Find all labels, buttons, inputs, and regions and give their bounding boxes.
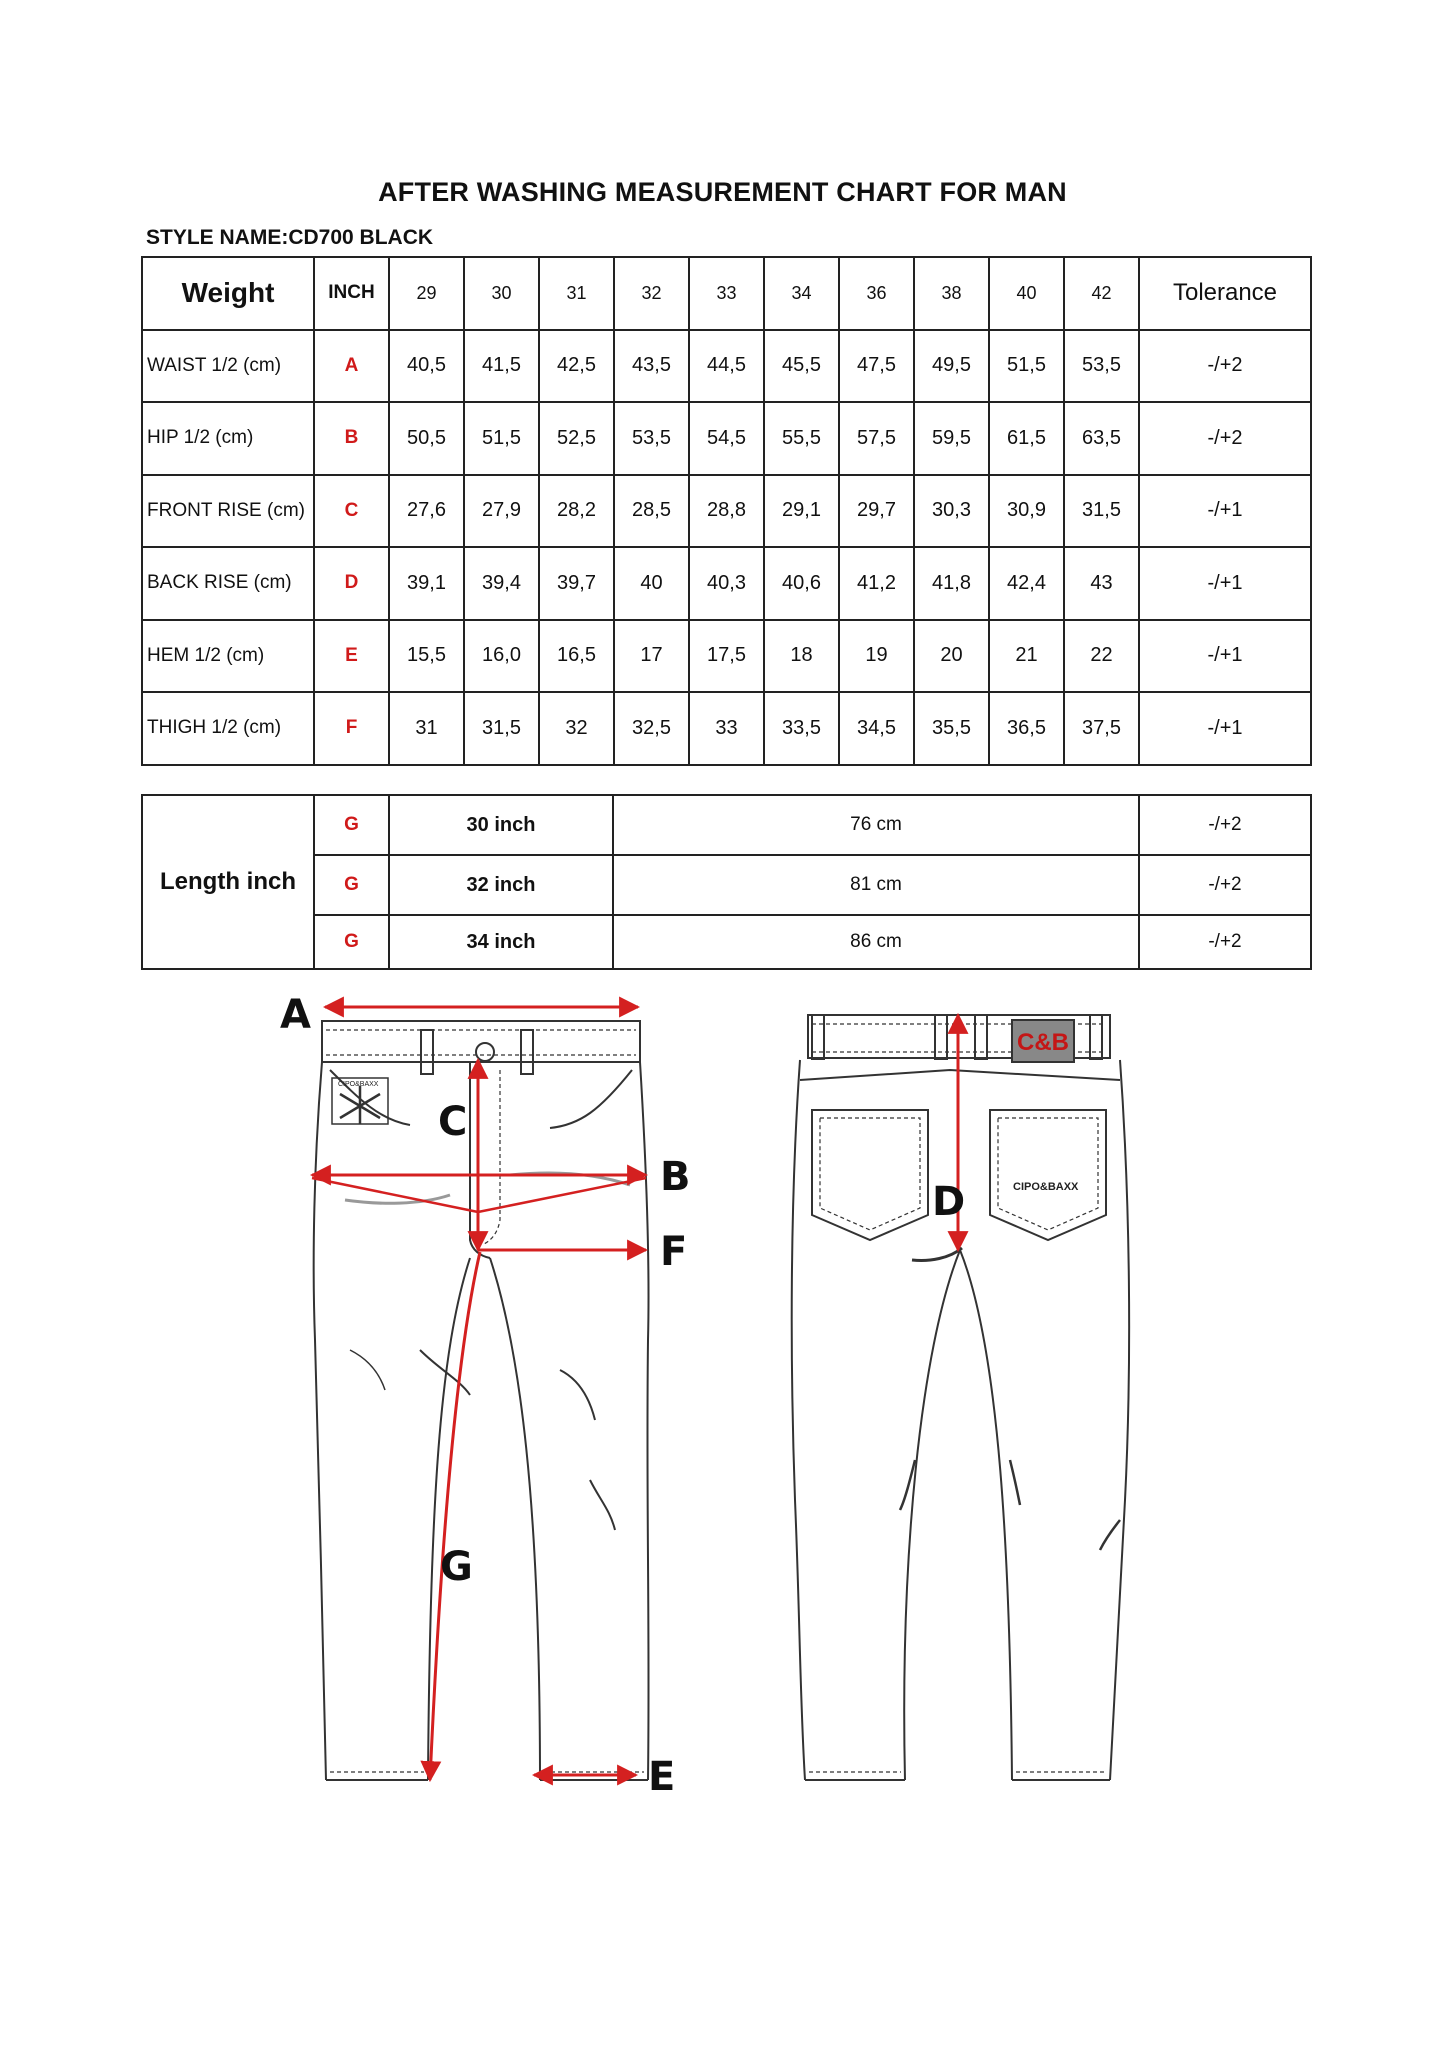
measurement-value: 40: [614, 547, 689, 620]
measurement-value: 31: [389, 692, 464, 765]
measurement-code: F: [314, 692, 389, 765]
size-header-cell: 42: [1064, 257, 1139, 330]
measurement-value: 16,5: [539, 620, 614, 693]
measurement-value: 55,5: [764, 402, 839, 475]
length-code: G: [314, 855, 389, 915]
label-b: B: [660, 1154, 691, 1200]
measurement-value: 31,5: [1064, 475, 1139, 548]
length-cm: 81 cm: [613, 855, 1139, 915]
length-tolerance: -/+2: [1139, 795, 1311, 855]
size-header-cell: 40: [989, 257, 1064, 330]
measurement-code: C: [314, 475, 389, 548]
size-header-cell: 30: [464, 257, 539, 330]
measurement-value: 40,6: [764, 547, 839, 620]
measurement-value: 59,5: [914, 402, 989, 475]
tolerance-header: Tolerance: [1139, 257, 1311, 330]
measurement-value: 22: [1064, 620, 1139, 693]
measurement-value: 19: [839, 620, 914, 693]
length-cm: 76 cm: [613, 795, 1139, 855]
measurement-tolerance: -/+1: [1139, 620, 1311, 693]
measurement-label: THIGH 1/2 (cm): [142, 692, 314, 765]
measurement-code: D: [314, 547, 389, 620]
measurement-value: 29,7: [839, 475, 914, 548]
label-d: D: [932, 1179, 966, 1225]
size-header-cell: 29: [389, 257, 464, 330]
size-header-cell: 31: [539, 257, 614, 330]
measurement-value: 44,5: [689, 330, 764, 403]
measurement-value: 27,6: [389, 475, 464, 548]
measurement-value: 47,5: [839, 330, 914, 403]
measurement-value: 16,0: [464, 620, 539, 693]
measurement-value: 32: [539, 692, 614, 765]
measurement-code: E: [314, 620, 389, 693]
label-c: C: [438, 1099, 468, 1145]
measurement-tolerance: -/+2: [1139, 330, 1311, 403]
length-cm: 86 cm: [613, 915, 1139, 969]
measurement-value: 17: [614, 620, 689, 693]
measurement-value: 52,5: [539, 402, 614, 475]
measurement-label: HEM 1/2 (cm): [142, 620, 314, 693]
measurement-value: 43: [1064, 547, 1139, 620]
measurement-value: 35,5: [914, 692, 989, 765]
measurement-value: 17,5: [689, 620, 764, 693]
label-a: A: [280, 992, 311, 1038]
measurement-value: 29,1: [764, 475, 839, 548]
measurement-value: 28,5: [614, 475, 689, 548]
measurement-value: 53,5: [1064, 330, 1139, 403]
measurement-label: FRONT RISE (cm): [142, 475, 314, 548]
label-g: G: [440, 1544, 473, 1590]
length-tolerance: -/+2: [1139, 855, 1311, 915]
measurement-value: 61,5: [989, 402, 1064, 475]
page-title: AFTER WASHING MEASUREMENT CHART FOR MAN: [378, 177, 1067, 207]
front-patch-text: CIPO&BAXX: [338, 1081, 379, 1088]
measurement-value: 33: [689, 692, 764, 765]
length-inch: 34 inch: [389, 915, 613, 969]
measurement-value: 54,5: [689, 402, 764, 475]
size-header-cell: 33: [689, 257, 764, 330]
length-label: Length inch: [142, 795, 314, 969]
measurement-value: 20: [914, 620, 989, 693]
size-header-cell: 36: [839, 257, 914, 330]
measurement-value: 57,5: [839, 402, 914, 475]
measurement-value: 51,5: [464, 402, 539, 475]
measurement-code: A: [314, 330, 389, 403]
measurement-value: 53,5: [614, 402, 689, 475]
measurement-value: 63,5: [1064, 402, 1139, 475]
size-header-cell: 38: [914, 257, 989, 330]
measurement-value: 42,4: [989, 547, 1064, 620]
measurement-value: 28,2: [539, 475, 614, 548]
measurement-value: 39,7: [539, 547, 614, 620]
measurement-tolerance: -/+2: [1139, 402, 1311, 475]
measurement-value: 30,3: [914, 475, 989, 548]
measurement-value: 51,5: [989, 330, 1064, 403]
weight-header: Weight: [142, 257, 314, 330]
measurement-value: 39,4: [464, 547, 539, 620]
measurement-value: 40,3: [689, 547, 764, 620]
measurement-value: 31,5: [464, 692, 539, 765]
measurement-tolerance: -/+1: [1139, 475, 1311, 548]
measurement-tolerance: -/+1: [1139, 547, 1311, 620]
measurement-value: 41,5: [464, 330, 539, 403]
measurement-tolerance: -/+1: [1139, 692, 1311, 765]
measurement-value: 42,5: [539, 330, 614, 403]
measurement-value: 40,5: [389, 330, 464, 403]
measurement-label: HIP 1/2 (cm): [142, 402, 314, 475]
measurement-label: WAIST 1/2 (cm): [142, 330, 314, 403]
size-header-cell: 34: [764, 257, 839, 330]
label-f: F: [660, 1229, 688, 1275]
length-code: G: [314, 795, 389, 855]
label-e: E: [648, 1754, 676, 1800]
measurement-label: BACK RISE (cm): [142, 547, 314, 620]
measurement-value: 45,5: [764, 330, 839, 403]
measurement-code: B: [314, 402, 389, 475]
measurement-value: 37,5: [1064, 692, 1139, 765]
length-code: G: [314, 915, 389, 969]
style-name: STYLE NAME:CD700 BLACK: [146, 226, 434, 249]
measurement-value: 39,1: [389, 547, 464, 620]
size-header-cell: 32: [614, 257, 689, 330]
measurement-value: 50,5: [389, 402, 464, 475]
measurement-value: 21: [989, 620, 1064, 693]
length-tolerance: -/+2: [1139, 915, 1311, 969]
measurement-value: 41,2: [839, 547, 914, 620]
measurement-value: 15,5: [389, 620, 464, 693]
measurement-value: 28,8: [689, 475, 764, 548]
measurement-value: 27,9: [464, 475, 539, 548]
measurement-value: 49,5: [914, 330, 989, 403]
measurement-value: 30,9: [989, 475, 1064, 548]
length-inch: 32 inch: [389, 855, 613, 915]
measurement-value: 41,8: [914, 547, 989, 620]
measurement-value: 43,5: [614, 330, 689, 403]
measurement-value: 34,5: [839, 692, 914, 765]
measurement-value: 18: [764, 620, 839, 693]
measurement-value: 33,5: [764, 692, 839, 765]
back-patch-text: CIPO&BAXX: [1013, 1181, 1079, 1193]
measurement-value: 32,5: [614, 692, 689, 765]
length-inch: 30 inch: [389, 795, 613, 855]
measurement-value: 36,5: [989, 692, 1064, 765]
brand-tag-text: C&B: [1017, 1029, 1069, 1056]
inch-header: INCH: [314, 257, 389, 330]
